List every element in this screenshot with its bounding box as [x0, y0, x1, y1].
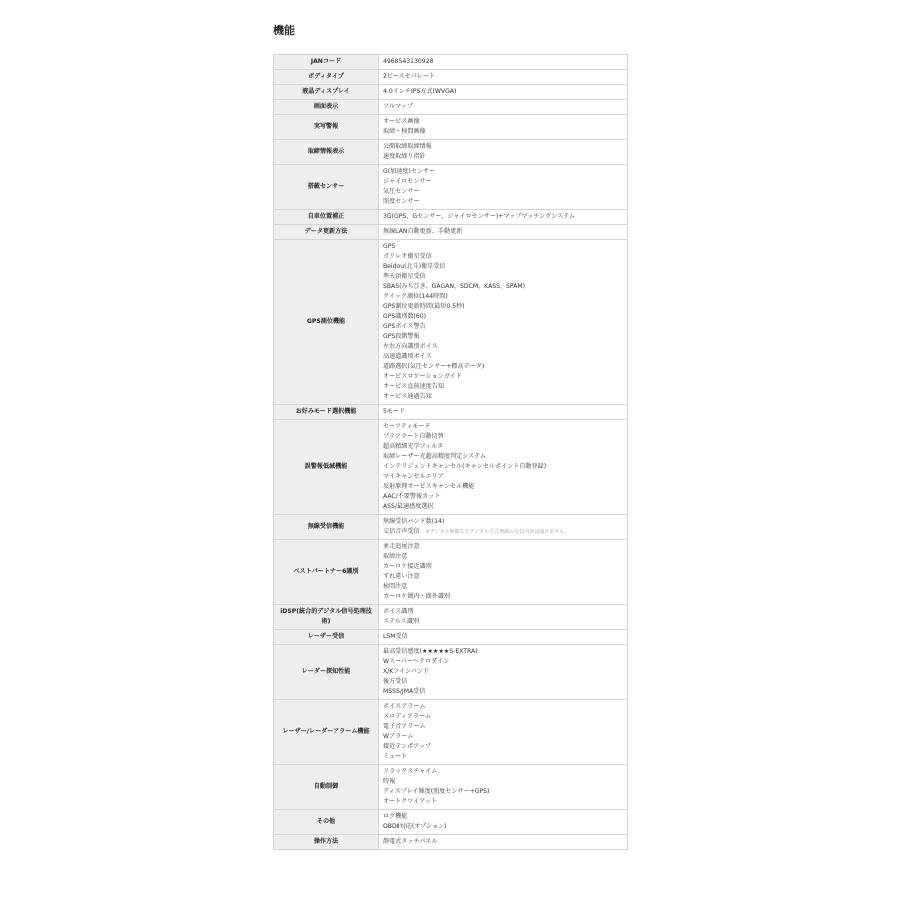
- row-value: [379, 210, 628, 225]
- value-text: 静電式タッチパネル: [383, 838, 438, 845]
- value-line: [383, 242, 623, 252]
- row-label: GPS測位機能: [274, 240, 379, 405]
- value-line: [383, 177, 623, 187]
- value-line: [383, 342, 623, 352]
- value-text: 取締注意: [383, 553, 408, 560]
- value-text: 後方受信: [383, 678, 408, 685]
- value-text: 2ピースセパレート: [383, 73, 436, 80]
- value-text: 高速道識別ボイス: [383, 353, 432, 360]
- value-line: [383, 482, 623, 492]
- row-label: ベストパートナー6識別: [274, 540, 379, 605]
- row-label: その他: [274, 810, 379, 835]
- value-line: [383, 102, 623, 112]
- value-line: [383, 167, 623, 177]
- value-line: [383, 197, 623, 207]
- value-line: [383, 432, 623, 442]
- value-text: G(加速度)センサー: [383, 168, 436, 175]
- row-label: 液晶ディスプレイ: [274, 85, 379, 100]
- row-label: 実写警報: [274, 115, 379, 140]
- table-row: [274, 645, 628, 700]
- value-line: [383, 617, 623, 627]
- row-label: JANコード: [274, 55, 379, 70]
- value-line: [383, 647, 623, 657]
- value-text: クイック測位(144時間): [383, 293, 448, 300]
- value-text: 気圧センサー: [383, 188, 420, 195]
- value-text: プリアラート自動切替: [383, 433, 444, 440]
- value-text: 並走追尾注意: [383, 543, 420, 550]
- row-value: [379, 240, 628, 405]
- value-text: 道路選択(気圧センサー+標高データ): [383, 363, 485, 370]
- footnote: ※デジタル無線などデジタル方式無線の交信内容は聞けません。: [425, 529, 570, 535]
- table-row: [274, 70, 628, 85]
- value-line: [383, 442, 623, 452]
- value-line: [383, 837, 623, 847]
- value-text: LSM受信: [383, 633, 408, 640]
- row-label: お好みモード選択機能: [274, 405, 379, 420]
- value-line: [383, 502, 623, 512]
- value-text: 超高精細光学フィルタ: [383, 443, 444, 450]
- table-row: [274, 115, 628, 140]
- value-line: [383, 542, 623, 552]
- value-text: ガリレオ衛星受信: [383, 253, 432, 260]
- value-line: [383, 57, 623, 67]
- value-text: ミュート: [383, 753, 408, 760]
- row-value: [379, 85, 628, 100]
- value-line: [383, 527, 623, 537]
- value-text: 電子音アラーム: [383, 723, 426, 730]
- value-text: 無線LAN自動更新、手動更新: [383, 228, 463, 235]
- row-label: レーザー/レーダーアラーム機能: [274, 700, 379, 765]
- table-row: [274, 810, 628, 835]
- value-text: ディスプレイ輝度(照度センサー+GPS): [383, 788, 490, 795]
- value-text: ジャイロセンサー: [383, 178, 432, 185]
- value-text: Wスーパーヘテロダイン: [383, 658, 450, 665]
- value-text: 時報: [383, 778, 396, 785]
- value-line: [383, 702, 623, 712]
- table-row: [274, 100, 628, 115]
- value-line: [383, 117, 623, 127]
- value-line: [383, 262, 623, 272]
- row-value: [379, 765, 628, 810]
- table-row: [274, 85, 628, 100]
- spec-table-body: [274, 55, 628, 850]
- value-text: 3G(GPS、Gセンサー、ジャイロセンサー)+マップマッチングシステム: [383, 213, 575, 220]
- value-text: マイキャンセルエリア: [383, 473, 444, 480]
- row-value: [379, 70, 628, 85]
- value-line: [383, 322, 623, 332]
- value-line: [383, 777, 623, 787]
- value-text: 無線受信バンド数(14): [383, 518, 445, 525]
- row-label: 搭載センサー: [274, 165, 379, 210]
- value-line: [383, 127, 623, 137]
- value-line: [383, 812, 623, 822]
- value-line: [383, 687, 623, 697]
- value-text: ASS/最適感度選択: [383, 503, 434, 510]
- value-text: 最高受信感度(★★★★★S-EXTRA): [383, 648, 478, 655]
- value-line: [383, 72, 623, 82]
- value-text: ボイス識別: [383, 608, 414, 615]
- row-label: 自動制御: [274, 765, 379, 810]
- table-row: [274, 765, 628, 810]
- value-text: オービス画像: [383, 118, 420, 125]
- value-text: メロディアラーム: [383, 713, 432, 720]
- value-text: GPSボイス警告: [383, 323, 426, 330]
- value-text: リラックスチャイム: [383, 768, 438, 775]
- value-text: カーロケ圏内・圏外識別: [383, 593, 451, 600]
- value-line: [383, 272, 623, 282]
- row-value: [379, 515, 628, 540]
- row-value: [379, 835, 628, 850]
- value-line: [383, 492, 623, 502]
- table-row: [274, 835, 628, 850]
- value-line: [383, 87, 623, 97]
- value-text: 反射原理オービスキャンセル機能: [383, 483, 475, 490]
- row-value: [379, 225, 628, 240]
- row-value: [379, 645, 628, 700]
- value-text: Wアラーム: [383, 733, 414, 740]
- table-row: [274, 420, 628, 515]
- row-value: [379, 140, 628, 165]
- row-label: 操作方法: [274, 835, 379, 850]
- page-title: 機能: [273, 24, 295, 37]
- value-text: オービス通過告知: [383, 393, 432, 400]
- row-label: 自車位置補正: [274, 210, 379, 225]
- value-line: [383, 787, 623, 797]
- row-label: データ更新方法: [274, 225, 379, 240]
- value-line: [383, 822, 623, 832]
- value-line: [383, 582, 623, 592]
- value-text: フルマップ: [383, 103, 413, 110]
- value-text: 接近テンポアップ: [383, 743, 432, 750]
- value-text: GPS識別数(60): [383, 313, 427, 320]
- value-line: [383, 142, 623, 152]
- value-text: GPS測位更新時間(最短0.5秒): [383, 303, 465, 310]
- value-text: GPS: [383, 243, 396, 250]
- table-row: [274, 405, 628, 420]
- table-row: [274, 55, 628, 70]
- value-line: [383, 372, 623, 382]
- value-text: オートクワイアット: [383, 798, 437, 805]
- value-text: X/Kツインバンド: [383, 668, 430, 675]
- value-text: インテリジェントキャンセル(キャンセルポイント自動登録): [383, 463, 547, 470]
- value-text: オービス直前速度告知: [383, 383, 444, 390]
- table-row: [274, 700, 628, 765]
- value-text: すれ違い注意: [383, 573, 420, 580]
- value-line: [383, 592, 623, 602]
- value-text: 4968543130928: [383, 58, 434, 65]
- value-text: 4.0インチIPS方式(WVGA): [383, 88, 457, 95]
- row-label: レーダー探知性能: [274, 645, 379, 700]
- value-line: [383, 552, 623, 562]
- row-value: [379, 115, 628, 140]
- value-text: 照度センサー: [383, 198, 420, 205]
- value-text: 検問注意: [383, 583, 408, 590]
- value-line: [383, 712, 623, 722]
- row-value: [379, 605, 628, 630]
- table-row: [274, 630, 628, 645]
- row-value: [379, 420, 628, 515]
- value-line: [383, 632, 623, 642]
- value-line: [383, 452, 623, 462]
- value-line: [383, 392, 623, 402]
- value-text: 公開取締取締情報: [383, 143, 432, 150]
- value-line: [383, 472, 623, 482]
- value-line: [383, 382, 623, 392]
- value-line: [383, 252, 623, 262]
- value-line: [383, 752, 623, 762]
- value-text: 速度取締り指針: [383, 153, 426, 160]
- table-row: [274, 165, 628, 210]
- value-line: [383, 572, 623, 582]
- value-line: [383, 362, 623, 372]
- value-text: カーロケ接近識別: [383, 563, 432, 570]
- value-line: [383, 767, 623, 777]
- table-row: [274, 240, 628, 405]
- value-line: [383, 282, 623, 292]
- table-row: [274, 210, 628, 225]
- row-label: 誤警報低減機能: [274, 420, 379, 515]
- table-row: [274, 225, 628, 240]
- value-text: GPS段階警報: [383, 333, 420, 340]
- row-value: [379, 165, 628, 210]
- value-line: [383, 187, 623, 197]
- value-line: [383, 312, 623, 322]
- row-label: 無線受信機能: [274, 515, 379, 540]
- row-label: 画面表示: [274, 100, 379, 115]
- value-line: [383, 732, 623, 742]
- row-value: [379, 540, 628, 605]
- value-text: ログ機能: [383, 813, 408, 820]
- row-label: ボディタイプ: [274, 70, 379, 85]
- value-text: セーフティモード: [383, 423, 431, 430]
- value-text: 取締レーザー光超高精度判定システム: [383, 453, 486, 460]
- value-text: AAC/不要警報カット: [383, 493, 441, 500]
- row-value: [379, 55, 628, 70]
- table-row: [274, 515, 628, 540]
- value-line: [383, 677, 623, 687]
- row-value: [379, 100, 628, 115]
- value-text: ボイスアラーム: [383, 703, 426, 710]
- row-value: [379, 405, 628, 420]
- value-line: [383, 422, 623, 432]
- value-line: [383, 152, 623, 162]
- value-line: [383, 742, 623, 752]
- row-value: [379, 630, 628, 645]
- value-line: [383, 797, 623, 807]
- value-text: OBDⅡ対応(オプション): [383, 823, 447, 830]
- spec-table: [273, 54, 628, 850]
- value-text: 左右方向識別ボイス: [383, 343, 438, 350]
- value-line: [383, 722, 623, 732]
- value-line: [383, 212, 623, 222]
- row-label: レーザー受信: [274, 630, 379, 645]
- table-row: [274, 540, 628, 605]
- value-text: オービスロケーションガイド: [383, 373, 462, 380]
- value-line: [383, 292, 623, 302]
- row-value: [379, 700, 628, 765]
- row-label: 取締情報表示: [274, 140, 379, 165]
- value-text: 5モード: [383, 408, 405, 415]
- value-text: 交信音声受信: [383, 528, 420, 535]
- value-line: [383, 562, 623, 572]
- value-text: SBAS(みちびき、GAGAN、SDCM、KASS、SPAM): [383, 283, 526, 290]
- value-line: [383, 352, 623, 362]
- value-text: MSSS/JMA受信: [383, 688, 426, 695]
- table-row: [274, 140, 628, 165]
- value-text: ステルス識別: [383, 618, 419, 625]
- value-line: [383, 227, 623, 237]
- table-row: [274, 605, 628, 630]
- value-line: [383, 657, 623, 667]
- value-text: Beidou(北斗)衛星受信: [383, 263, 446, 270]
- value-line: [383, 517, 623, 527]
- value-line: [383, 667, 623, 677]
- value-line: [383, 332, 623, 342]
- value-line: [383, 407, 623, 417]
- value-text: 準天頂衛星受信: [383, 273, 426, 280]
- value-line: [383, 302, 623, 312]
- row-label: iDSP(統合的デジタル信号処理技術): [274, 605, 379, 630]
- value-text: 取締・検問画像: [383, 128, 426, 135]
- value-line: [383, 462, 623, 472]
- value-line: [383, 607, 623, 617]
- row-value: [379, 810, 628, 835]
